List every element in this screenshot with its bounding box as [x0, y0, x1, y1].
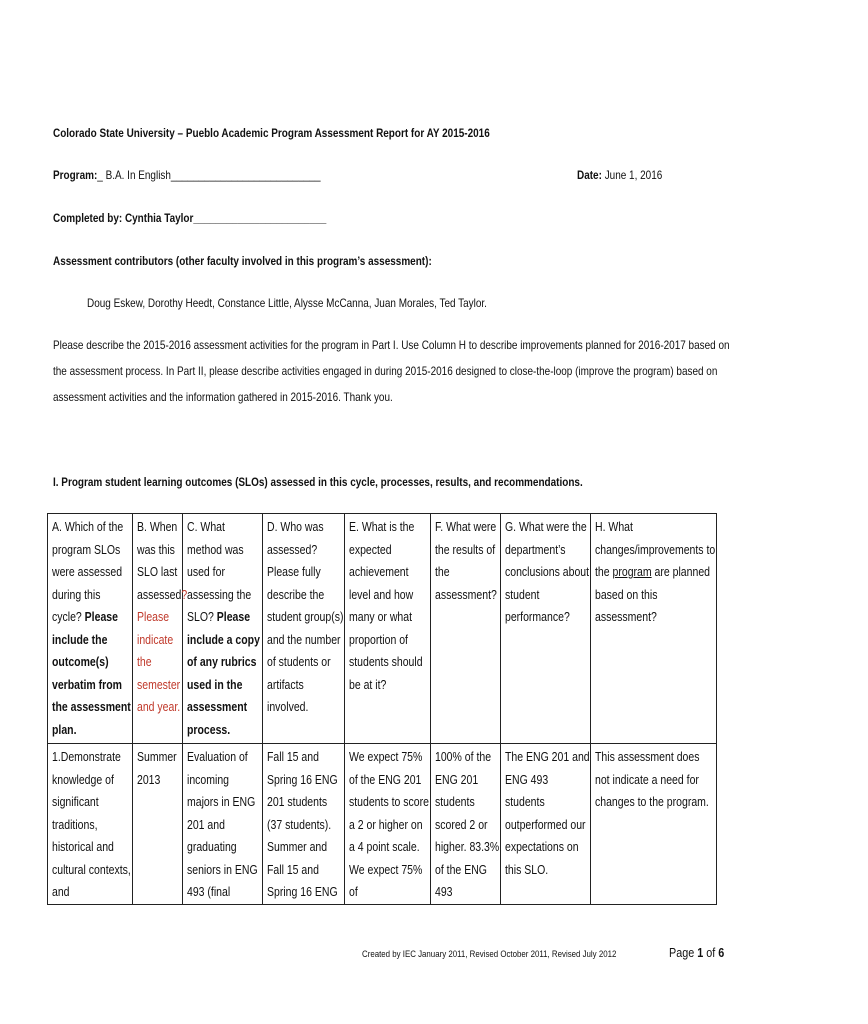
instructions-line-2: the assessment process. In Part II, please describe activities engaged in during 2015-2016 designed to close-the-loop (improve the program) based on [53, 364, 718, 378]
header-col-h: H. What changes/improvements to the program are planned based on this assessment? [591, 514, 717, 744]
program-value: B.A. In English___________________________ [102, 168, 321, 182]
header-col-a: A. Which of the program SLOs were assessed during this cycle? Please include the outcome(s) verbatim from the assessment plan. [48, 514, 133, 744]
cell-slo: 1.Demonstrate knowledge of significant traditions, historical and cultural contexts, and [48, 744, 133, 905]
header-col-f: F. What were the results of the assessment? [431, 514, 501, 744]
header-col-d: D. Who was assessed? Please fully describe the student group(s) and the number of students or artifacts involved. [263, 514, 345, 744]
header-col-g: G. What were the department’s conclusions about student performance? [501, 514, 591, 744]
instructions-line-3: assessment activities and the information gathered in 2015-2016. Thank you. [53, 390, 393, 404]
header-col-c: C. What method was used for assessing the SLO? Please include a copy of any rubrics used in the assessment process. [183, 514, 263, 744]
cell-changes: This assessment does not indicate a need for changes to the program. [591, 744, 717, 905]
cell-conclusions: The ENG 201 and ENG 493 students outperformed our expectations on this SLO. [501, 744, 591, 905]
program-line [53, 168, 375, 183]
table-row [48, 744, 717, 905]
cell-last-assessed: Summer 2013 [133, 744, 183, 905]
cell-expected-level: We expect 75% of the ENG 201 students to score a 2 or higher on a 4 point scale. We expect 75% of [345, 744, 431, 905]
completed-by: Completed by: Cynthia Taylor________________________ [53, 211, 327, 225]
cell-results: 100% of the ENG 201 students scored 2 or higher. 83.3% of the ENG 493 [431, 744, 501, 905]
footer-created: Created by IEC January 2011, Revised October 2011, Revised July 2012 [362, 949, 617, 960]
cell-method: Evaluation of incoming majors in ENG 201 and graduating seniors in ENG 493 (final [183, 744, 263, 905]
assessment-table [47, 513, 717, 905]
header-col-b: B. When was this SLO last assessed? Please indicate the semester and year. [133, 514, 183, 744]
header-col-e: E. What is the expected achievement level and how many or what proportion of students should be at it? [345, 514, 431, 744]
contributors-list: Doug Eskew, Dorothy Heedt, Constance Little, Alysse McCanna, Juan Morales, Ted Taylor. [87, 296, 487, 310]
cell-who-assessed: Fall 15 and Spring 16 ENG 201 students (37 students). Summer and Fall 15 and Spring 16 ENG [263, 744, 345, 905]
date-value: June 1, 2016 [604, 168, 663, 182]
page-number: Page 1 of 6 [669, 945, 725, 960]
report-title: Colorado State University – Pueblo Academic Program Assessment Report for AY 2015-2016 [53, 126, 490, 140]
page-current: 1 [697, 945, 704, 960]
instructions-line-1: Please describe the 2015-2016 assessment activities for the program in Part I. Use Column H to describe improvements planned for 2016-2017 based on [53, 338, 730, 352]
program-link: program [612, 565, 652, 579]
date-line [577, 168, 680, 183]
page-total: 6 [718, 945, 725, 960]
table-header-row [48, 514, 717, 744]
section-heading: I. Program student learning outcomes (SLOs) assessed in this cycle, processes, results, and recommendations. [53, 475, 583, 489]
program-prefix: _ [97, 168, 103, 182]
date-label: Date: [577, 168, 602, 182]
program-label: Program: [53, 168, 98, 182]
contributors-label: Assessment contributors (other faculty involved in this program’s assessment): [53, 254, 432, 268]
